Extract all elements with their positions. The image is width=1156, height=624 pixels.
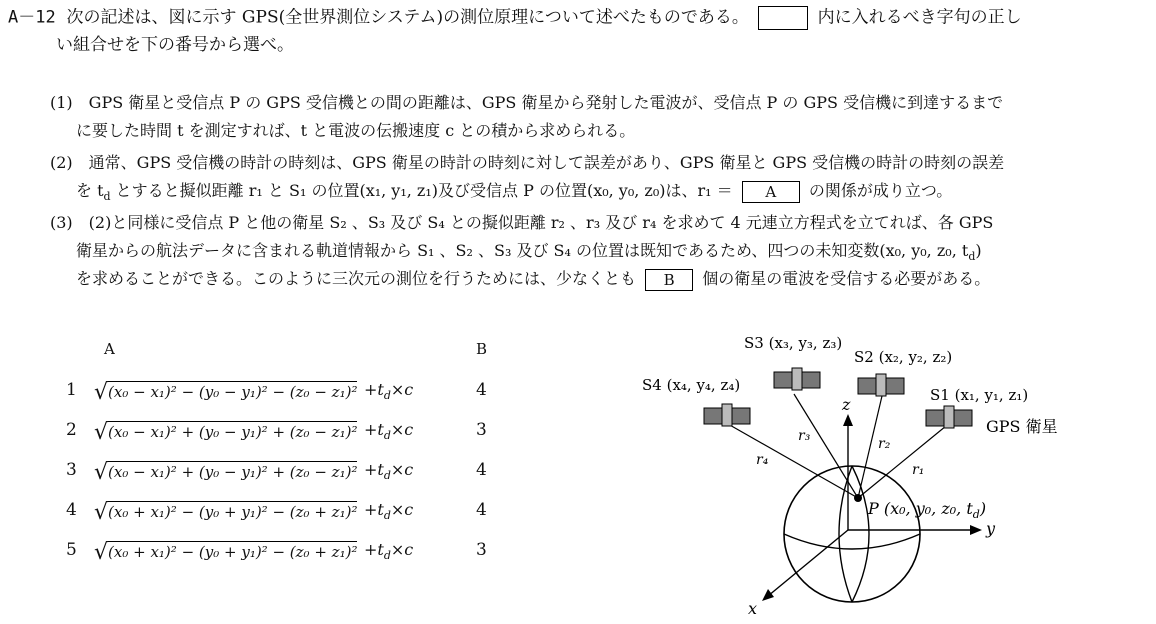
options-header-a: A	[104, 340, 115, 358]
option-expression: (x₀ + x₁)² − (y₀ + y₁)² − (z₀ + z₁)²	[108, 503, 358, 521]
option-b-value: 4	[476, 460, 487, 480]
option-td-term	[364, 460, 413, 482]
option-sqrt-expression	[94, 418, 357, 443]
option-b-value: 4	[476, 500, 487, 520]
satellite-s2-icon	[858, 374, 904, 396]
statement-1-line2: に要した時間 t を測定すれば、t と電波の伝搬速度 c との積から求められる。	[76, 121, 636, 140]
option-expression: (x₀ − x₁)² + (y₀ − y₁)² + (z₀ − z₁)²	[108, 423, 358, 441]
option-b-value: 4	[476, 380, 487, 400]
td-subscript: d	[383, 549, 391, 563]
option-number: 1	[66, 380, 77, 400]
td-text: +t	[364, 500, 384, 519]
option-number: 4	[66, 500, 77, 520]
td-tail: ×c	[390, 500, 414, 519]
statement-2-line1: (2) 通常、GPS 受信機の時計の時刻は、GPS 衛星の時計の時刻に対して誤差があり、GPS 衛星と GPS 受信機の時計の時刻の誤差	[50, 153, 1005, 172]
statement-2-head: を t	[76, 181, 104, 200]
statement-3-line1: (3) (2)と同様に受信点 P と他の衛星 S₂ 、S₃ 及び S₄ との擬似距離 r₂ 、r₃ 及び r₄ を求めて 4 元連立方程式を立てれば、各 GPS	[50, 213, 994, 232]
sqrt-icon: √	[94, 460, 109, 485]
option-td-term	[364, 500, 413, 522]
y-arrow-icon	[970, 525, 982, 535]
r2-label: r₂	[878, 436, 891, 452]
y-axis-label: y	[986, 519, 996, 538]
td-text: +t	[364, 460, 384, 479]
question-number: A－12	[8, 7, 56, 28]
td-tail: ×c	[390, 420, 414, 439]
options-header-b: B	[476, 340, 488, 358]
statement-2-tail: の関係が成り立つ。	[808, 181, 953, 200]
question-stem-line2: い組合せを下の番号から選べ。	[56, 35, 294, 55]
box-a: A	[742, 181, 800, 203]
td-tail: ×c	[390, 380, 414, 399]
option-number: 3	[66, 460, 77, 480]
z-axis-label: z	[842, 395, 851, 414]
s1-label: S1 (x₁, y₁, z₁)	[930, 386, 1029, 404]
r1-label: r₁	[912, 462, 925, 478]
x-axis-label: x	[748, 599, 758, 618]
option-td-term	[364, 380, 413, 402]
sqrt-icon: √	[94, 380, 109, 405]
td-subscript: d	[383, 429, 391, 443]
sqrt-icon: √	[94, 540, 109, 565]
td-subscript: d	[383, 389, 391, 403]
s4-label: S4 (x₄, y₄, z₄)	[642, 376, 741, 394]
question-stem-line1	[8, 6, 1022, 30]
p-label: P (x₀, y₀, z₀, $t_d$)	[868, 499, 987, 521]
earth-sphere	[784, 466, 920, 602]
statement-1-line1: (1) GPS 衛星と受信点 P の GPS 受信機との間の距離は、GPS 衛星から発射した電波が、受信点 P の GPS 受信機に到達するまで	[50, 93, 1004, 112]
r3-label: r₃	[798, 428, 811, 444]
td-tail: ×c	[390, 540, 414, 559]
statement-3-line3	[76, 268, 990, 291]
option-sqrt-expression	[94, 458, 357, 483]
z-arrow-icon	[843, 414, 853, 426]
x-arrow-icon	[762, 589, 774, 601]
td-subscript: d	[383, 469, 391, 483]
td-subscript: d	[383, 509, 391, 523]
r4-line	[728, 424, 858, 498]
option-b-value: 3	[476, 420, 487, 440]
option-number: 2	[66, 420, 77, 440]
stem-text: 次の記述は、図に示す GPS(全世界測位システム)の測位原理について述べたものである。	[66, 7, 749, 28]
td-text: +t	[364, 420, 384, 439]
statement-3-tail: 個の衛星の電波を受信する必要がある。	[702, 269, 991, 288]
statement-3-line2	[76, 240, 982, 268]
gps-figure	[596, 314, 1156, 624]
satellite-s1-icon	[926, 406, 972, 428]
s2-label: S2 (x₂, y₂, z₂)	[854, 348, 953, 366]
equator	[784, 534, 920, 549]
gps-satellite-label: GPS 衛星	[986, 417, 1058, 436]
statement-2-mid: とすると擬似距離 r₁ と S₁ の位置(x₁, y₁, z₁)及び受信点 P の位置(x₀, y₀, z₀)は、r₁ ＝	[110, 181, 733, 200]
blank-box	[758, 6, 808, 30]
option-number: 5	[66, 540, 77, 560]
td-tail: ×c	[390, 460, 414, 479]
statement-3-body: 衛星からの航法データに含まれる軌道情報から S₁ 、S₂ 、S₃ 及び S₄ の位置は既知であるため、四つの未知変数(x₀, y₀, z₀, t	[76, 241, 969, 260]
option-expression: (x₀ − x₁)² − (y₀ − y₁)² − (z₀ − z₁)²	[108, 383, 358, 401]
satellite-s3-icon	[774, 368, 820, 390]
option-b-value: 3	[476, 540, 487, 560]
option-expression: (x₀ + x₁)² − (y₀ + y₁)² − (z₀ + z₁)²	[108, 543, 358, 561]
r4-label: r₄	[756, 452, 769, 468]
statement-2-line2	[76, 180, 952, 208]
statement-3-head: を求めることができる。このように三次元の測位を行うためには、少なくとも	[76, 269, 637, 288]
option-sqrt-expression	[94, 538, 357, 563]
option-td-term	[364, 420, 413, 442]
statement-3-end: )	[975, 241, 982, 260]
option-expression: (x₀ − x₁)² + (y₀ − y₁)² + (z₀ − z₁)²	[108, 463, 358, 481]
option-td-term	[364, 540, 413, 562]
sqrt-icon: √	[94, 500, 109, 525]
option-sqrt-expression	[94, 378, 357, 403]
td-text: +t	[364, 540, 384, 559]
option-sqrt-expression	[94, 498, 357, 523]
meridian	[839, 466, 852, 602]
s3-label: S3 (x₃, y₃, z₃)	[744, 334, 843, 352]
td-subscript: d	[103, 190, 111, 204]
td-text: +t	[364, 380, 384, 399]
td-subscript: d	[968, 250, 976, 264]
satellite-s4-icon	[704, 404, 750, 426]
sqrt-icon: √	[94, 420, 109, 445]
stem-text-tail: 内に入れるべき字句の正し	[817, 7, 1022, 28]
box-b: B	[645, 269, 693, 291]
